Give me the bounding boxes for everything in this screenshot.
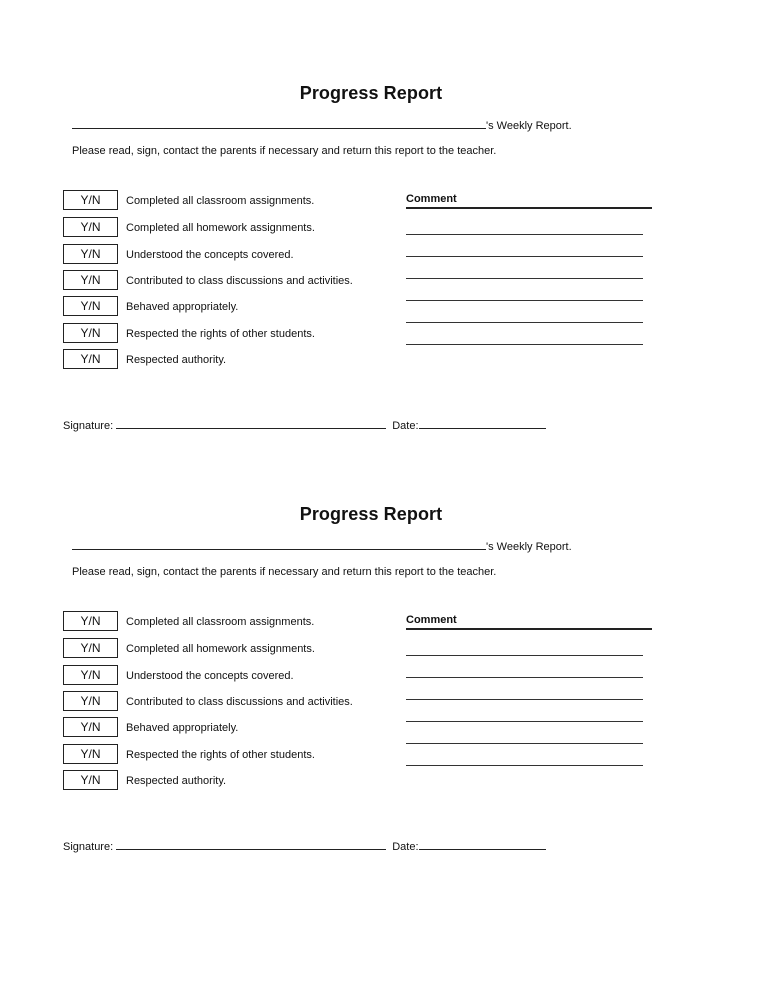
- checklist-item: [63, 665, 383, 685]
- progress-report-1: [0, 0, 768, 432]
- checklist-item: [63, 244, 383, 264]
- signature-row: [63, 839, 546, 853]
- checklist-item-text: Respected authority.: [126, 775, 227, 787]
- date-label: Date:: [392, 841, 419, 853]
- comment-line[interactable]: [406, 234, 643, 235]
- checklist-item-text: Completed all homework assignments.: [126, 643, 315, 655]
- weekly-report-suffix: 's Weekly Report.: [486, 541, 572, 553]
- comment-line[interactable]: [406, 721, 643, 722]
- yn-box[interactable]: Y/N: [63, 770, 118, 790]
- comment-line[interactable]: [406, 655, 643, 656]
- signature-label: Signature:: [63, 420, 114, 432]
- checklist-item: [63, 190, 383, 210]
- signature-label: Signature:: [63, 841, 114, 853]
- checklist-item: [63, 217, 383, 237]
- checklist-item: [63, 349, 383, 369]
- instructions-text: Please read, sign, contact the parents if necessary and return this report to the teacher.: [72, 566, 497, 578]
- checklist-item-text: Respected authority.: [126, 354, 227, 366]
- comment-line[interactable]: [406, 677, 643, 678]
- checklist-item: [63, 691, 383, 711]
- comment-header: Comment: [406, 614, 652, 630]
- checklist-item-text: Understood the concepts covered.: [126, 249, 294, 261]
- yn-box[interactable]: Y/N: [63, 244, 118, 264]
- comment-line[interactable]: [406, 278, 643, 279]
- yn-box[interactable]: Y/N: [63, 217, 118, 237]
- checklist-item: [63, 270, 383, 290]
- checklist-item: [63, 770, 383, 790]
- progress-report-2: [0, 421, 768, 853]
- student-name-blank[interactable]: [72, 539, 486, 550]
- weekly-report-suffix: 's Weekly Report.: [486, 120, 572, 132]
- checklist-item-text: Behaved appropriately.: [126, 722, 239, 734]
- checklist-item-text: Completed all classroom assignments.: [126, 195, 315, 207]
- student-name-line: [72, 539, 572, 553]
- comment-line[interactable]: [406, 699, 643, 700]
- comment-line[interactable]: [406, 322, 643, 323]
- checklist-item: [63, 638, 383, 658]
- comment-line[interactable]: [406, 765, 643, 766]
- comment-header: Comment: [406, 193, 652, 209]
- yn-box[interactable]: Y/N: [63, 665, 118, 685]
- yn-box[interactable]: Y/N: [63, 717, 118, 737]
- checklist-item-text: Contributed to class discussions and activities.: [126, 275, 353, 287]
- yn-box[interactable]: Y/N: [63, 270, 118, 290]
- checklist-item-text: Contributed to class discussions and activities.: [126, 696, 353, 708]
- comment-line[interactable]: [406, 256, 643, 257]
- student-name-blank[interactable]: [72, 118, 486, 129]
- report-title: Progress Report: [299, 504, 443, 524]
- yn-box[interactable]: Y/N: [63, 744, 118, 764]
- yn-box[interactable]: Y/N: [63, 611, 118, 631]
- yn-box[interactable]: Y/N: [63, 190, 118, 210]
- checklist-item: [63, 296, 383, 316]
- report-title: Progress Report: [299, 83, 443, 103]
- checklist-item-text: Completed all homework assignments.: [126, 222, 315, 234]
- comment-line[interactable]: [406, 743, 643, 744]
- checklist-item-text: Understood the concepts covered.: [126, 670, 294, 682]
- yn-box[interactable]: Y/N: [63, 638, 118, 658]
- checklist-item: [63, 611, 383, 631]
- yn-box[interactable]: Y/N: [63, 296, 118, 316]
- checklist-item: [63, 744, 383, 764]
- comment-line[interactable]: [406, 344, 643, 345]
- instructions-text: Please read, sign, contact the parents if necessary and return this report to the teacher.: [72, 145, 497, 157]
- date-blank[interactable]: [419, 839, 546, 850]
- checklist-item: [63, 323, 383, 343]
- checklist-item: [63, 717, 383, 737]
- student-name-line: [72, 118, 572, 132]
- yn-box[interactable]: Y/N: [63, 349, 118, 369]
- checklist-item-text: Respected the rights of other students.: [126, 328, 315, 340]
- date-label: Date:: [392, 420, 419, 432]
- checklist-item-text: Completed all classroom assignments.: [126, 616, 315, 628]
- checklist-item-text: Behaved appropriately.: [126, 301, 239, 313]
- checklist-item-text: Respected the rights of other students.: [126, 749, 315, 761]
- comment-line[interactable]: [406, 300, 643, 301]
- yn-box[interactable]: Y/N: [63, 323, 118, 343]
- signature-blank[interactable]: [116, 839, 386, 850]
- yn-box[interactable]: Y/N: [63, 691, 118, 711]
